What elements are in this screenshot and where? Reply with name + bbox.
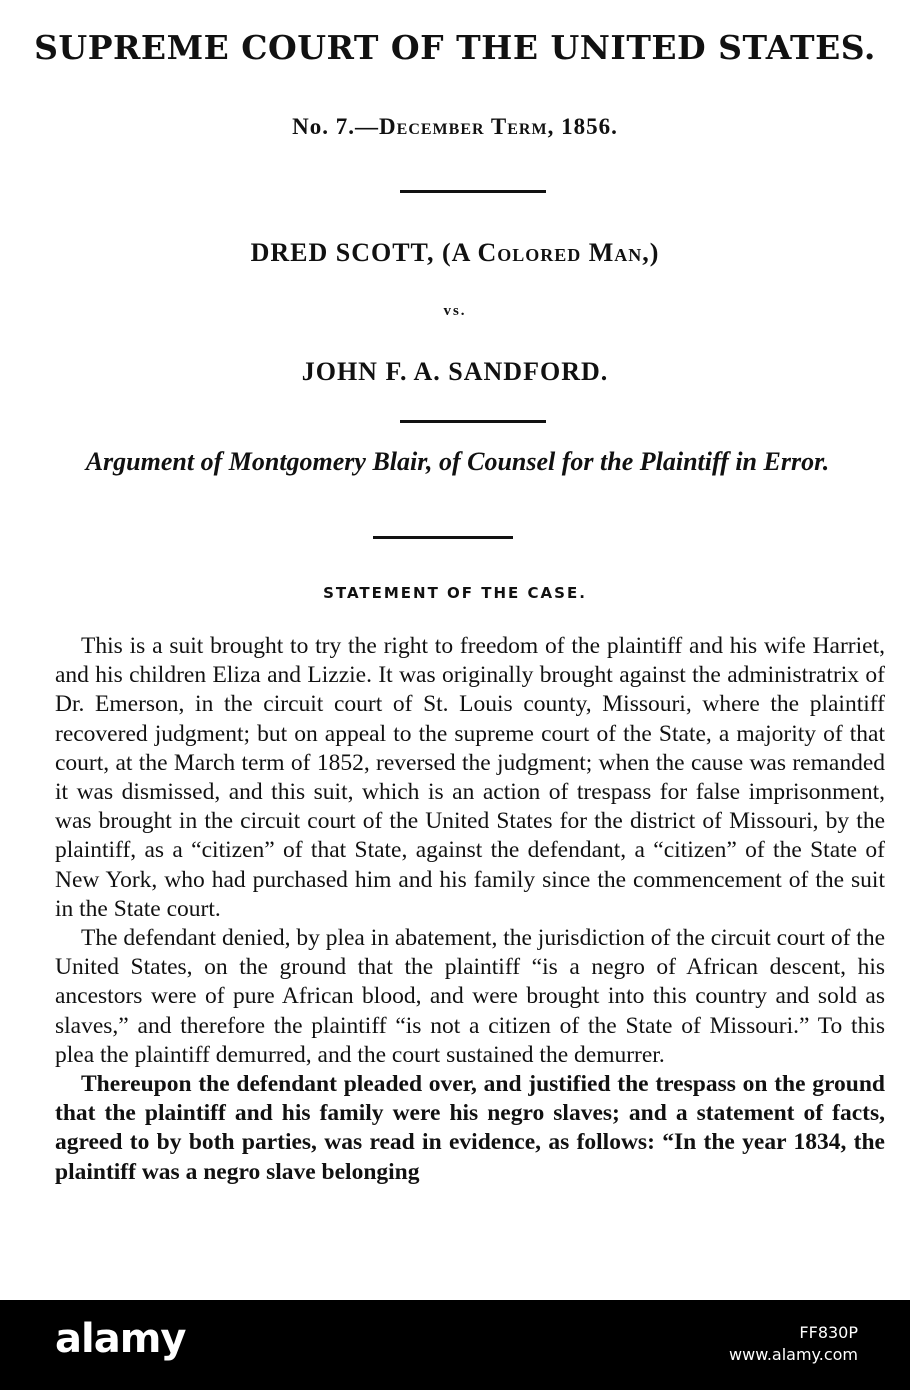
divider-rule	[400, 420, 546, 423]
image-id: FF830P	[799, 1323, 858, 1342]
term-line	[0, 114, 910, 140]
section-heading: STATEMENT OF THE CASE.	[323, 584, 587, 602]
court-title: SUPREME COURT OF THE UNITED STATES.	[34, 28, 876, 67]
versus-label: vs.	[443, 303, 467, 319]
argument-heading: Argument of Montgomery Blair, of Counsel for the Plaintiff in Error.	[85, 447, 830, 476]
body-text	[55, 632, 885, 1187]
site-url: www.alamy.com	[729, 1345, 858, 1364]
plaintiff-description: (A Colored Man,)	[441, 238, 660, 267]
paragraph: This is a suit brought to try the right to freedom of the plaintiff and his wife Harriet, and his children Eliza and Lizzie. It was originally brought against the administratrix of Dr. Emerson, in the circuit court of St. Louis county, Missouri, where the plaintiff recovered judgment; but on appeal to the supreme court of the State, a majority of that court, at the March term of 1852, reversed the judgment; when the cause was remanded it was dismissed, and this suit, which is an action of trespass for false imprisonment, was brought in the circuit court of the United States for the district of Missouri, by the plaintiff, as a “citizen” of that State, against the defendant, a “citizen” of the State of New York, who had purchased him and his family since the commencement of the suit in the State court.	[55, 633, 885, 922]
term-name: December Term	[379, 114, 548, 139]
term-number: No. 7.—	[292, 114, 380, 139]
defendant-name: JOHN F. A. SANDFORD.	[301, 357, 609, 386]
divider-rule	[400, 190, 546, 193]
watermark-footer	[0, 1300, 910, 1390]
paragraph: Thereupon the defendant pleaded over, and justified the trespass on the ground that the plaintiff and his family were his negro slaves; and a statement of facts, agreed to by both parties, was read in evidence, as follows: “In the year 1834, the plaintiff was a negro slave belonging	[55, 1071, 885, 1185]
divider-rule	[373, 536, 513, 539]
alamy-logo: alamy	[55, 1316, 186, 1362]
term-year: , 1856.	[547, 114, 618, 139]
plaintiff-line	[0, 238, 910, 268]
plaintiff-name: DRED SCOTT,	[250, 238, 435, 267]
image-id-block	[729, 1322, 858, 1366]
paragraph: The defendant denied, by plea in abatement, the jurisdiction of the circuit court of the United States, on the ground that the plaintiff “is a negro of African descent, his ancestors were of pure African blood, and were brought into this country and sold as slaves,” and therefore the plaintiff “is not a citizen of the State of Missouri.” To this plea the plaintiff demurred, and the court sustained the demurrer.	[55, 925, 885, 1068]
